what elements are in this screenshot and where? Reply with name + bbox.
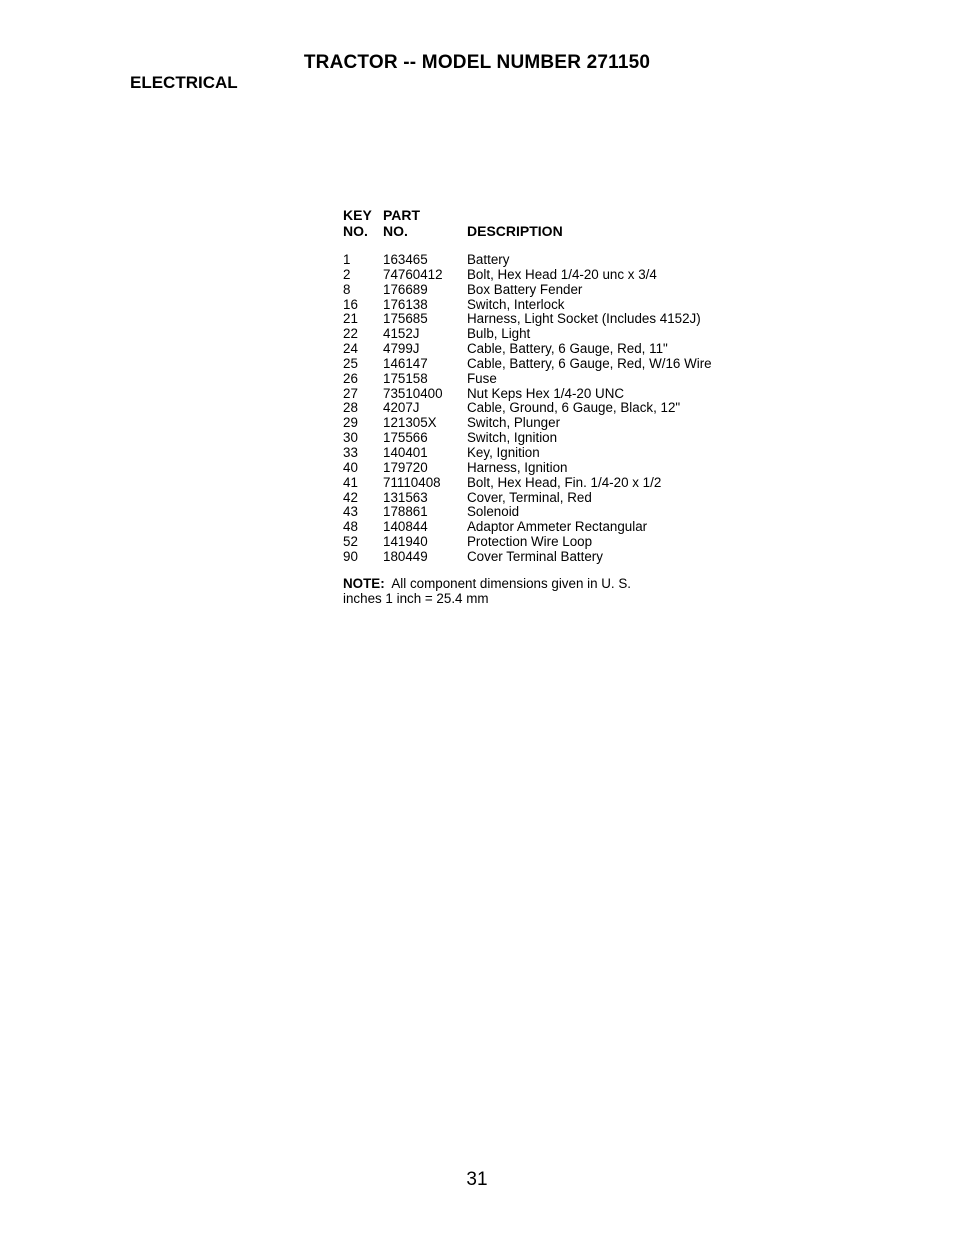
row-key: 22 <box>343 326 358 342</box>
row-key: 21 <box>343 311 358 327</box>
row-description: Bulb, Light <box>467 326 531 342</box>
header-key-line1: KEY <box>343 207 372 223</box>
row-key: 28 <box>343 400 358 416</box>
row-part-number: 180449 <box>383 548 428 564</box>
row-description: Switch, Plunger <box>467 415 561 431</box>
row-part-number: 4799J <box>383 341 420 357</box>
row-part-number: 73510400 <box>383 385 443 401</box>
row-key: 48 <box>343 519 358 535</box>
row-part-number: 179720 <box>383 459 428 475</box>
row-part-number: 140844 <box>383 519 428 535</box>
row-key: 90 <box>343 548 358 564</box>
row-description: Harness, Light Socket (Includes 4152J) <box>467 311 701 327</box>
note-line2: inches 1 inch = 25.4 mm <box>343 591 489 606</box>
row-key: 42 <box>343 489 358 505</box>
row-description: Protection Wire Loop <box>467 534 593 550</box>
row-description: Switch, Interlock <box>467 296 565 312</box>
section-heading: ELECTRICAL <box>130 73 238 92</box>
row-part-number: 178861 <box>383 504 428 520</box>
row-part-number: 175685 <box>383 311 428 327</box>
row-key: 40 <box>343 459 358 475</box>
row-key: 30 <box>343 430 358 446</box>
row-description: Cable, Battery, 6 Gauge, Red, 11" <box>467 341 668 357</box>
row-description: Cable, Battery, 6 Gauge, Red, W/16 Wire <box>467 355 712 371</box>
row-part-number: 4207J <box>383 400 420 416</box>
note-label: NOTE: <box>343 576 385 591</box>
row-description: Solenoid <box>467 504 520 520</box>
row-part-number: 163465 <box>383 252 428 267</box>
header-description: DESCRIPTION <box>467 223 563 239</box>
row-part-number: 131563 <box>383 489 428 505</box>
row-part-number: 141940 <box>383 534 428 550</box>
row-description: Cover Terminal Battery <box>467 548 603 564</box>
row-key: 41 <box>343 474 358 490</box>
row-part-number: 140401 <box>383 444 428 460</box>
row-part-number: 175158 <box>383 370 428 386</box>
row-key: 26 <box>343 370 358 386</box>
row-description: Cover, Terminal, Red <box>467 489 592 505</box>
row-key: 27 <box>343 385 358 401</box>
row-key: 52 <box>343 534 358 550</box>
row-key: 2 <box>343 266 351 282</box>
page-number: 31 <box>466 1169 488 1190</box>
row-part-number: 121305X <box>383 415 437 431</box>
header-part-line2: NO. <box>383 223 408 239</box>
row-key: 1 <box>343 252 351 267</box>
row-description: Switch, Ignition <box>467 430 558 446</box>
row-key: 33 <box>343 444 358 460</box>
page-title: TRACTOR -- MODEL NUMBER 271150 <box>303 52 651 73</box>
row-part-number: 146147 <box>383 355 428 371</box>
row-part-number: 176689 <box>383 281 428 297</box>
row-key: 43 <box>343 504 358 520</box>
header-key-line2: NO. <box>343 223 368 239</box>
row-part-number: 4152J <box>383 326 420 342</box>
row-key: 24 <box>343 341 358 357</box>
row-description: Cable, Ground, 6 Gauge, Black, 12" <box>467 400 681 416</box>
row-part-number: 175566 <box>383 430 428 446</box>
row-description: Box Battery Fender <box>467 281 583 297</box>
note-text: All component dimensions given in U. S. <box>391 576 632 591</box>
row-key: 8 <box>343 281 351 297</box>
header-part-line1: PART <box>383 207 421 223</box>
note <box>343 576 631 606</box>
row-key: 16 <box>343 296 358 312</box>
row-description: Key, Ignition <box>467 444 540 460</box>
row-description: Fuse <box>467 370 497 386</box>
row-part-number: 71110408 <box>383 474 441 490</box>
row-description: Bolt, Hex Head 1/4-20 unc x 3/4 <box>467 266 657 282</box>
row-description: Bolt, Hex Head, Fin. 1/4-20 x 1/2 <box>467 474 662 490</box>
row-description: Battery <box>467 252 510 267</box>
row-key: 29 <box>343 415 358 431</box>
row-description: Harness, Ignition <box>467 459 568 475</box>
row-key: 25 <box>343 355 358 371</box>
row-part-number: 176138 <box>383 296 428 312</box>
row-description: Adaptor Ammeter Rectangular <box>467 519 648 535</box>
note-line1 <box>343 576 631 591</box>
row-description: Nut Keps Hex 1/4-20 UNC <box>467 385 625 401</box>
row-part-number: 74760412 <box>383 266 443 282</box>
